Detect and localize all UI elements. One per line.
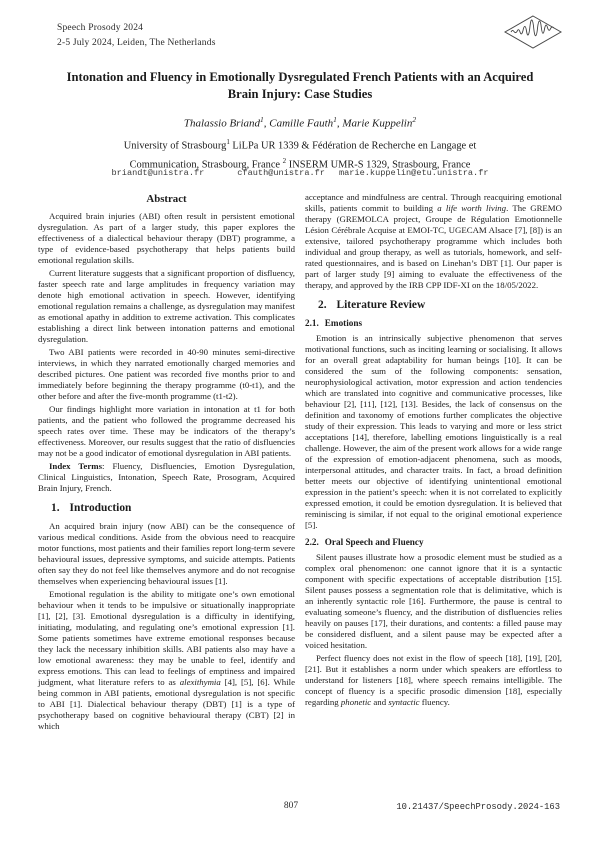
italic-term: alexithymia bbox=[179, 677, 221, 687]
email-address: briandt@unistra.fr bbox=[111, 168, 205, 178]
body-paragraph: An acquired brain injury (now ABI) can be the consequence of various medical conditions. Aside from the obvious need to reacquire motor functions, most patients and their families report long-term severe behavioural issues, depressive symptoms, and suicide attempts. Patients often say they do not feel like themselves anymore and do not recognise themselves when experiencing behavioural issues [1]. bbox=[38, 521, 295, 586]
author-affiliation-mark: 2 bbox=[412, 115, 417, 124]
index-terms-label: Index Terms bbox=[49, 461, 102, 471]
affiliation-1-detail: LiLPa UR 1339 & Fédération de Recherche en Langage et Communication, Strasbourg, France bbox=[129, 140, 477, 171]
abstract-paragraph: Current literature suggests that a significant proportion of disfluency, faster speech rate and large amplitudes in frequency variation may denote high emotional activation in speech. However, identifying emotional regulation remains a challenge, as dysregulation may manifest as emotional apathy in addition to extreme activation. This complicates establishing a direct link between intonation patterns and emotional dysregulation. bbox=[38, 268, 295, 344]
paragraph-text: Perfect fluency does not exist in the flow of speech [18], [19], [20], [21]. But it establishes a norm under which speakers are effortless to understand for listeners [18], where speech remains intelligible. The concept of fluency is a specific prosodic dimension [18], especially regarding bbox=[305, 653, 562, 707]
body-columns bbox=[38, 192, 562, 734]
section-number: 1. bbox=[51, 502, 60, 514]
paper-title bbox=[50, 69, 550, 103]
italic-term: a life worth living bbox=[437, 203, 507, 213]
affiliation-1: University of Strasbourg bbox=[123, 140, 227, 152]
affiliation-mark-1: 1 bbox=[226, 138, 230, 146]
abstract-paragraph: Our findings highlight more variation in intonation at t1 for both patients, and the patient who followed the programme decreased his speech rates over time. These may be indicators of the therapy’s effectiveness. Moreover, our results suggest that the ratio of disfluencies may not be a good indicator of emotional dysregulation in ABI patients. bbox=[38, 404, 295, 458]
section-title: Introduction bbox=[69, 502, 132, 514]
subsection-number: 2.1. bbox=[305, 318, 319, 328]
page-number: 807 bbox=[283, 801, 299, 811]
subsection-number: 2.2. bbox=[305, 537, 319, 547]
body-paragraph bbox=[38, 589, 295, 732]
email-address: cfauth@unistra.fr bbox=[237, 168, 325, 178]
italic-term: syntactic bbox=[388, 697, 420, 707]
conference-date-location: 2-5 July 2024, Leiden, The Netherlands bbox=[57, 38, 216, 48]
author-name: , Marie Kuppelin bbox=[336, 117, 413, 130]
isca-logo-icon bbox=[504, 15, 562, 49]
abstract-paragraph: Two ABI patients were recorded in 40-90 minutes semi-directive interviews, in which they narrated emotionally charged memories and described pictures. One patient was recorded five months prior to and immediately before beginning the therapy programme (t0-t1), and the other before and after the five-month programme (t1-t2). bbox=[38, 347, 295, 401]
author-affiliation-mark: 1 bbox=[333, 115, 337, 124]
affiliation-2: INSERM UMR-S 1329, Strasbourg, France bbox=[286, 159, 471, 171]
body-paragraph: Silent pauses illustrate how a prosodic element must be studied as a complex oral phenomenon: one cannot ignore that it is a syntactic component with specific expectations of acceptable distribution [15]. Silent pauses possess a segmentation role that is delimitative, which is an inherently syntactic role [16]. Furthermore, the pause is central to evaluating someone’s fluency, and the distribution of disfluencies relies heavily on pauses [17], their durations, and contents: a filled pause may be considered disfluent, and a silent pause may be expected after a voiced hesitation. bbox=[305, 552, 562, 650]
paragraph-text: [4], [5], [6]. While being common in ABI patients, emotional dysregulation is not specific to ABI [1]. Dialectical behaviour therapy (DBT) [1] is a type of psychotherapy based on cognitive behavioural therapy (CBT) [2] in which bbox=[38, 677, 295, 731]
conference-name: Speech Prosody 2024 bbox=[57, 23, 144, 33]
body-paragraph: Emotion is an intrinsically subjective phenomenon that serves motivational functions, such as inciting learning or socialising. It allows for an overall great adaptability for human beings [10]. It can be considered the sum of the following components: sensation, neurophysiological activation, motor expression and action tendencies which are translated into cognitive and communicative processes, like behaviour [2], [11], [12], [13]. Besides, the lack of consensus on the definition and taxonomy of emotions further complicates the objective study of their expression. This leads to varying and more or less strict acceptations [14], therefore, labelling emotions linguistically is a real challenge. However, the aim of the present work allows for a wide range of the expression of emotion-adjacent phenomena, such as moods, interpersonal attitudes, and character traits. In fact, a broad definition better meets our objective of identifying unintentional emotional expression in the patient’s speech: when it is not correlated to explicitly expressed emotion, it could be emotion dysregulation. It is believed that reminiscing is similar, if not equal to the original emotional experience [5]. bbox=[305, 333, 562, 530]
emails-line bbox=[0, 168, 600, 178]
italic-term: phonetic bbox=[340, 697, 372, 707]
subsection-heading-emotions bbox=[305, 318, 562, 328]
abstract-paragraph: Acquired brain injuries (ABI) often result in persistent emotional dysregulation. As part of a larger study, this paper explores the effectiveness of a dialectical behaviour therapy (DBT) programme, a type of evidence-based psychotherapy that helps patients build emotional regulation skills. bbox=[38, 211, 295, 265]
section-number: 2. bbox=[318, 299, 327, 311]
abstract-heading: Abstract bbox=[146, 193, 187, 205]
paragraph-text: Emotional regulation is the ability to mitigate one’s own emotional behaviour when it tends to be impulsive or situationally inappropriate [1], [2], [3]. Emotional dysregulation is a difficulty in identifying, initiating, modulating, and regulating one’s emotional expression [1]. Some patients sometimes have extreme emotional responses because they lack the necessary inhibition skills. ABI patients also may have a low emotional awareness: they may be unable to feel, identify and express emotions. This can lead to feelings of emptiness and impaired judgment, what literature refers to as bbox=[38, 589, 295, 687]
body-paragraph bbox=[305, 192, 562, 291]
author-name: Thalassio Briand bbox=[183, 117, 261, 130]
paragraph-text: acceptance and mindfulness are central. Through reacquiring emotional skills, patients commit to building bbox=[305, 192, 562, 213]
subsection-title: Oral Speech and Fluency bbox=[324, 537, 424, 547]
paragraph-text: and bbox=[371, 697, 389, 707]
body-paragraph bbox=[305, 653, 562, 708]
subsection-title: Emotions bbox=[324, 318, 363, 328]
authors-line bbox=[0, 115, 600, 130]
paragraph-text: . The GREMO therapy (GREMOLCA project, Groupe de Régulation Emotionnelle Lésion Cérébrale Acquise at EMOI-TC, UGECAM Alsace [7], [8]) is an extensive, tailored psychotherapy programme which includes both individual and group therapy, as well as tutorials, homework, and self-rated questionnaires, and is based on Linehan’s DBT [1]. Our paper is part of larger study [9] aiming to evaluate the effectiveness of the therapy, and approved by the IRB CPP IDF-XI on the 18/05/2022. bbox=[305, 203, 562, 290]
author-name: , Camille Fauth bbox=[263, 117, 334, 130]
section-heading-literature-review bbox=[305, 299, 562, 311]
affiliation-mark-2: 2 bbox=[282, 156, 287, 165]
conference-header bbox=[57, 21, 216, 51]
index-terms bbox=[38, 461, 295, 494]
section-heading-introduction bbox=[38, 502, 295, 514]
right-column bbox=[305, 192, 562, 734]
email-address: marie.kuppelin@etu.unistra.fr bbox=[338, 168, 489, 178]
paper-title-text: Intonation and Fluency in Emotionally Dysregulated French Patients with an Acquired Brain Injury: Case Studies bbox=[66, 70, 534, 101]
index-terms-list: : Fluency, Disfluencies, Emotion Dysregulation, Clinical Linguistics, Intonation, Speech Rate, Prosogram, Acquired Brain Injury, French. bbox=[38, 461, 296, 493]
subsection-heading-oral-speech bbox=[305, 537, 562, 547]
section-title: Literature Review bbox=[336, 299, 426, 311]
left-column bbox=[38, 192, 295, 734]
paragraph-text: fluency. bbox=[419, 697, 450, 707]
author-affiliation-mark: 1 bbox=[260, 115, 264, 124]
doi-text: 10.21437/SpeechProsody.2024-163 bbox=[396, 802, 560, 812]
